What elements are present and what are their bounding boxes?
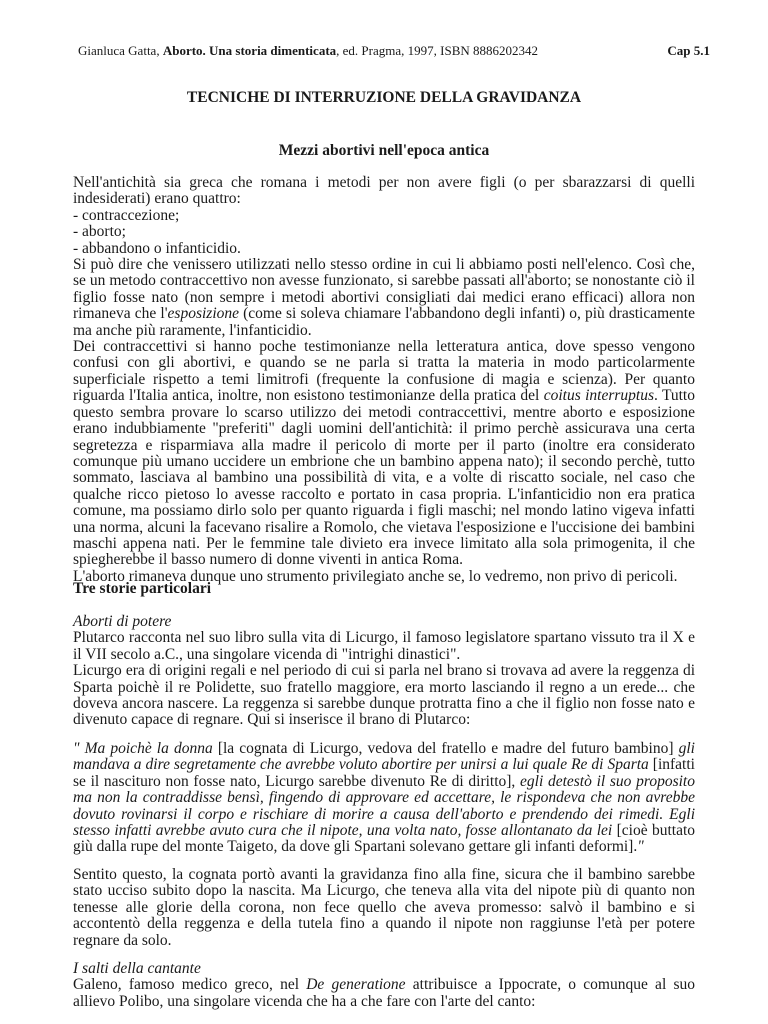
header-book-title: Aborto. Una storia dimenticata	[162, 43, 337, 58]
plutarch-quote: " Ma poichè la donna [la cognata di Licurgo, vedova del fratello e madre del futuro bambino] gli mandava a dire segretamente che avrebbe voluto abortire per unirsi a lui quale Re di Sparta [infatti se il nascituro non fosse nato, Licurgo sarebbe divenuto Re di diritto], egli detestò il suo proposito ma non la contraddisse bensì, fingendo di approvare ed accettare, le rispondeva che non avrebbe dovuto rovinarsi il corpo e rischiare di morire a causa dell'aborto e prendendo dei rimedi. Egli stesso infatti avrebbe avuto cura che il nipote, una volta nato, fosse allontanato da lei [cioè buttato giù dalla rupe del monte Taigeto, da dove gli Spartani solevano gettare gli infanti deformi]."	[73, 740, 696, 856]
header-author: Gianluca Gatta,	[78, 43, 163, 58]
emphasis: De generatione	[306, 976, 406, 994]
paragraph: Licurgo era di origini regali e nel periodo di cui si parla nel brano si trovava ad avere la reggenza di Sparta poichè il re Polidette, suo fratello maggiore, era morto lasciando il regno a un erede... che doveva ancora nascere. La reggenza si sarebbe dunque protratta fino a che il figlio non fosse nato e divenuto capace di regnare. Qui si inserisce il brano di Plutarco:	[73, 662, 695, 729]
intro-block	[73, 175, 695, 585]
emphasis: coitus interruptus	[543, 387, 654, 405]
paragraph: Galeno, famoso medico greco, nel De generatione attribuisce a Ippocrate, o comunque al suo allievo Polibo, una singolare vicenda che ha a che fare con l'arte del canto:	[73, 976, 695, 1010]
paragraph: Si può dire che venissero utilizzati nello stesso ordine in cui li abbiamo posti nell'elenco. Così che, se un metodo contraccettivo non avesse funzionato, si sarebbe passati all'aborto; se nonostante ciò il figlio fosse nato (non sempre i metodi abortivi consigliati dai medici erano efficaci) allora non rimaneva che l'esposizione (come si soleva chiamare l'abbandono degli infanti) o, più drasticamente ma anche più raramente, l'infanticidio.	[73, 256, 695, 339]
document-title: TECNICHE DI INTERRUZIONE DELLA GRAVIDANZA	[186, 89, 582, 106]
list-item: - abbandono o infanticidio.	[73, 239, 241, 257]
list-item: - aborto;	[73, 223, 126, 241]
paragraph: Sentito questo, la cognata portò avanti la gravidanza fino alla fine, sicura che il bambino sarebbe stato ucciso subito dopo la nascita. Ma Licurgo, che teneva alla vita del nipote più di quanto non tenesse alle glorie della corona, non fece quello che aveva promesso: salvò il bambino e si accontentò della reggenza e della tutela fino a quando il nipote non raggiunse l'età per potere regnare da solo.	[73, 866, 695, 949]
subsection-heading: I salti della cantante	[73, 960, 201, 977]
header-publisher: , ed. Pragma, 1997, ISBN 8886202342	[336, 43, 539, 58]
emphasis: esposizione	[167, 305, 240, 323]
paragraph: L'aborto rimaneva dunque uno strumento privilegiato anche se, lo vedremo, non privo di pericoli.	[73, 567, 678, 585]
paragraph: Plutarco racconta nel suo libro sulla vita di Licurgo, il famoso legislatore spartano vissuto tra il X e il VII secolo a.C., una singolare vicenda di "intrighi dinastici".	[73, 629, 695, 663]
list-item: - contraccezione;	[73, 206, 180, 224]
story-1-block	[73, 614, 695, 729]
story-2-block	[73, 961, 695, 1010]
paragraph: Dei contraccettivi si hanno poche testimonianze nella letteratura antica, dove spesso vengono confusi con gli abortivi, e quando se ne parla si tratta la materia in modo particolarmente superficiale rispetto a temi limitrofi (frequente la confusione di magia e scienza). Per quanto riguarda l'Italia antica, inoltre, non esistono testimonianze della pratica del coitus interruptus. Tutto questo sembra provare lo scarso utilizzo dei metodi contraccettivi, mentre aborto e esposizione erano indubbiamente "preferiti" dagli uomini dell'antichità: il primo perchè assicurava una certa segretezza e risparmiava alla madre il pericolo di morte per il parto (inoltre era considerato comunque più umano uccidere un embrione che un bambino appena nato); il secondo perchè, tutto sommato, lasciava al bambino una possibilità di vita, e a volte di riscatto sociale, nel caso che qualche ricco pietoso lo avesse raccolto e portato in casa propria. L'infanticidio non era pratica comune, ma possiamo dirlo solo per quanto riguarda i figli maschi; nel mondo latino vigeva infatti una norma, alcuni la facevano risalire a Romolo, che vietava l'esposizione e l'uccisione dei bambini maschi appena nati. Per le femmine tale divieto era invece limitato alla sola primogenita, il che spiegherebbe il basso numero di donne viventi in antica Roma.	[73, 338, 695, 569]
page-header	[78, 43, 710, 59]
section-heading: Tre storie particolari	[73, 580, 212, 597]
section-title: Mezzi abortivi nell'epoca antica	[278, 142, 490, 159]
header-chapter: Cap 5.1	[667, 43, 710, 58]
subsection-heading: Aborti di potere	[73, 613, 172, 630]
intro-lead: Nell'antichità sia greca che romana i metodi per non avere figli (o per sbarazzarsi di quelli indesiderati) erano quattro:	[73, 174, 695, 208]
